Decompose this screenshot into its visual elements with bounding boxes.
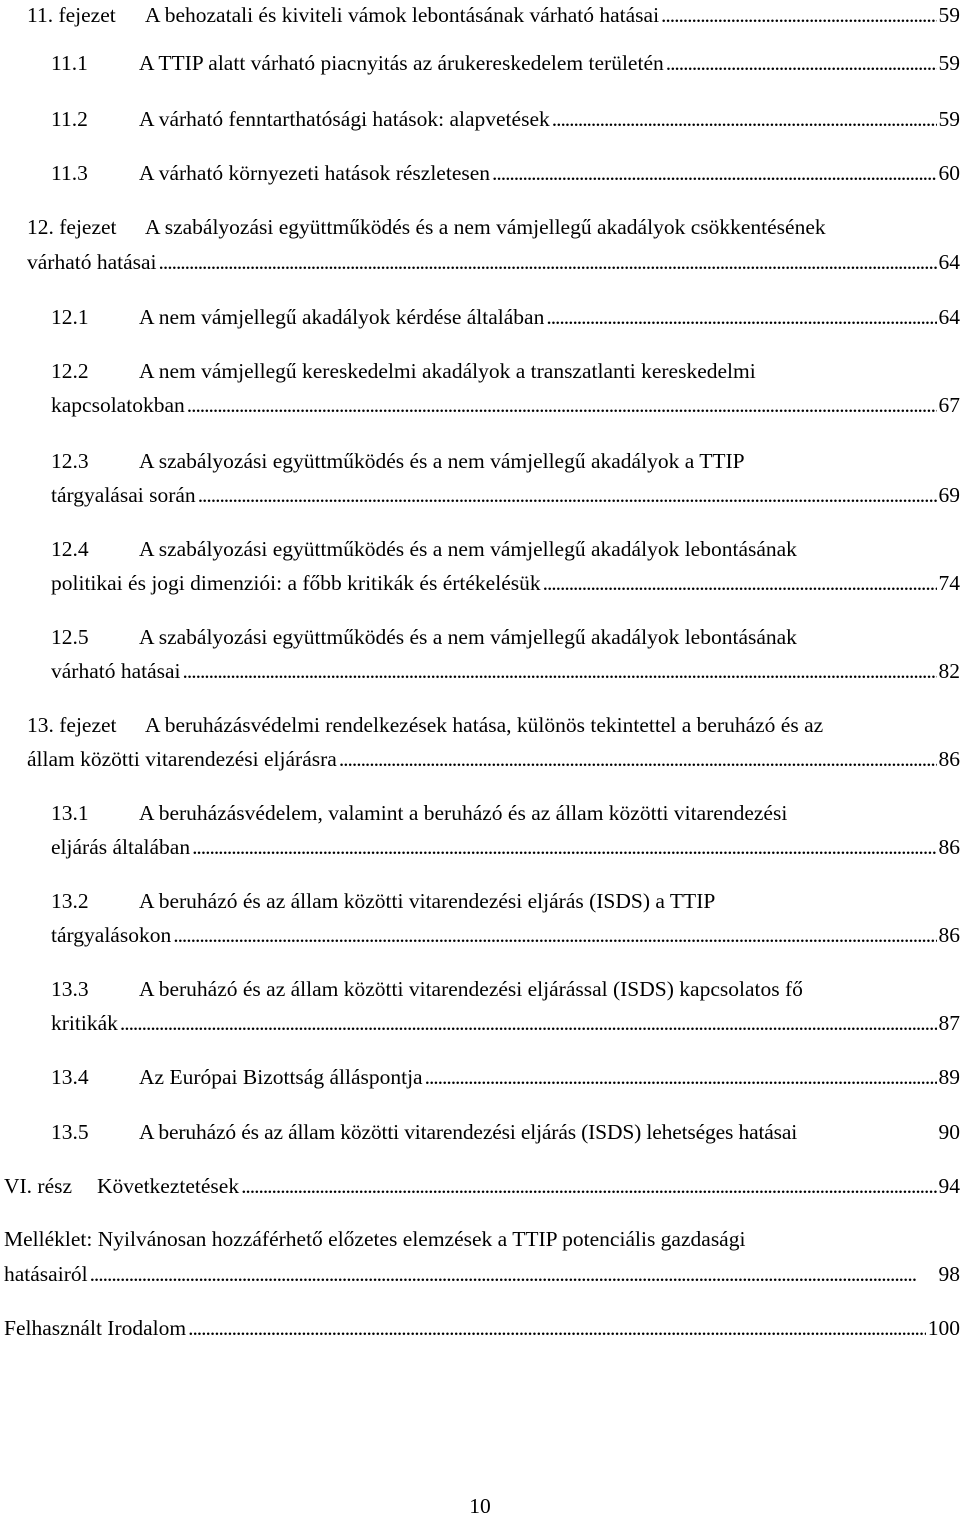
- toc-entry-number: 12.1: [51, 305, 89, 329]
- toc-entry-title: Melléklet: Nyilvánosan hozzáférhető előzetes elemzések a TTIP potenciális gazdasági: [4, 1227, 746, 1251]
- toc-entry-title-continued: tárgyalásokon: [51, 923, 172, 947]
- page-number: 10: [469, 1494, 491, 1518]
- toc-entry-number: 12. fejezet: [27, 215, 117, 239]
- toc-entry-12-3-cont[interactable]: [0, 480, 960, 510]
- toc-entry-chapter-12[interactable]: [0, 212, 960, 242]
- toc-entry-number: 11. fejezet: [27, 3, 116, 27]
- toc-entry-title: Következtetések: [97, 1174, 240, 1198]
- toc-entry-title: A TTIP alatt várható piacnyitás az árukereskedelem területén: [139, 51, 664, 75]
- toc-entry-page: 74: [938, 571, 960, 595]
- toc-entry-page: 86: [938, 835, 960, 859]
- toc-entry-title: Az Európai Bizottság álláspontja: [139, 1065, 423, 1089]
- toc-entry-13-1-cont[interactable]: [0, 832, 960, 862]
- toc-entry-page: 86: [938, 747, 960, 771]
- toc-entry-12-5[interactable]: [0, 622, 960, 652]
- toc-entry-title: A beruházó és az állam közötti vitarendezési eljárás (ISDS) a TTIP: [139, 889, 716, 913]
- toc-entry-page: 59: [938, 51, 960, 75]
- toc-leader-dots: [183, 656, 937, 686]
- toc-entry-12-5-cont[interactable]: [0, 656, 960, 686]
- toc-leader-dots: [159, 247, 937, 277]
- toc-entry-chapter-12-cont[interactable]: [0, 247, 960, 277]
- toc-entry-page: 60: [938, 161, 960, 185]
- toc-entry-title: A várható környezeti hatások részletesen: [139, 161, 491, 185]
- toc-entry-number: 12.4: [51, 537, 89, 561]
- toc-entry-12-2[interactable]: [0, 356, 960, 386]
- toc-entry-title: A szabályozási együttműködés és a nem vámjellegű akadályok a TTIP: [139, 449, 745, 473]
- toc-entry-page: 82: [938, 659, 960, 683]
- toc-entry-13-3[interactable]: [0, 974, 960, 1004]
- toc-leader-dots: [666, 48, 937, 78]
- toc-entry-title: A behozatali és kiviteli vámok lebontásának várható hatásai: [145, 3, 660, 27]
- toc-entry-number: 13.1: [51, 801, 89, 825]
- toc-leader-dots: [492, 158, 936, 188]
- toc-leader-dots: [546, 302, 936, 332]
- toc-entry-title: A nem vámjellegű akadályok kérdése általában: [139, 305, 545, 329]
- toc-entry-number: 11.2: [51, 107, 88, 131]
- toc-entry-title-continued: kapcsolatokban: [51, 393, 185, 417]
- toc-entry-title: A beruházásvédelmi rendelkezések hatása, különös tekintettel a beruházó és az: [145, 713, 824, 737]
- toc-entry-title: A várható fenntarthatósági hatások: alapvetések: [139, 107, 550, 131]
- toc-leader-dots: [339, 744, 937, 774]
- toc-entry-number: 11.1: [51, 51, 88, 75]
- toc-entry-title: A beruházó és az állam közötti vitarendezési eljárással (ISDS) kapcsolatos fő: [139, 977, 803, 1001]
- toc-entry-number: 13.2: [51, 889, 89, 913]
- toc-entry-title: A beruházó és az állam közötti vitarendezési eljárás (ISDS) lehetséges hatásai: [139, 1120, 798, 1144]
- toc-entry-page: 67: [938, 393, 960, 417]
- toc-entry-title: A szabályozási együttműködés és a nem vámjellegű akadályok lebontásának: [139, 537, 797, 561]
- toc-leader-dots: [552, 104, 937, 134]
- toc-entry-12-2-cont[interactable]: [0, 390, 960, 420]
- toc-entry-title: A beruházásvédelem, valamint a beruházó és az állam közötti vitarendezési: [139, 801, 788, 825]
- toc-entry-page: 94: [938, 1174, 960, 1198]
- toc-entry-title-continued: hatásairól: [4, 1262, 88, 1286]
- toc-leader-dots: [173, 920, 936, 950]
- toc-entry-title: A nem vámjellegű kereskedelmi akadályok a transzatlanti kereskedelmi: [139, 359, 756, 383]
- toc-leader-dots: [198, 480, 937, 510]
- toc-entry-title-continued: várható hatásai: [27, 250, 157, 274]
- toc-leader-dots: [241, 1171, 936, 1201]
- toc-entry-chapter-13-cont[interactable]: [0, 744, 960, 774]
- toc-entry-page: 59: [938, 3, 960, 27]
- toc-entry-13-1[interactable]: [0, 798, 960, 828]
- toc-entry-number: VI. rész: [4, 1174, 73, 1198]
- toc-entry-title-continued: várható hatásai: [51, 659, 181, 683]
- toc-leader-dots: [543, 568, 937, 598]
- toc-entry-bibliography[interactable]: [0, 1313, 960, 1343]
- toc-entry-page: 89: [938, 1065, 960, 1089]
- toc-entry-title-continued: állam közötti vitarendezési eljárásra: [27, 747, 337, 771]
- toc-entry-title-continued: politikai és jogi dimenziói: a főbb kritikák és értékelésük: [51, 571, 541, 595]
- toc-leader-dots: [192, 832, 936, 862]
- toc-entry-12-1[interactable]: [0, 302, 960, 332]
- toc-entry-number: 12.5: [51, 625, 89, 649]
- toc-entry-number: 13.5: [51, 1120, 89, 1144]
- toc-entry-page: 64: [938, 250, 960, 274]
- toc-entry-title: Felhasznált Irodalom: [4, 1316, 187, 1340]
- toc-leader-dots: [90, 1259, 937, 1289]
- toc-entry-13-5[interactable]: [0, 1117, 960, 1147]
- toc-entry-page: 100: [927, 1316, 960, 1340]
- toc-entry-title-continued: tárgyalásai során: [51, 483, 196, 507]
- toc-entry-12-4-cont[interactable]: [0, 568, 960, 598]
- toc-entry-page: 98: [938, 1262, 960, 1286]
- toc-entry-number: 12.3: [51, 449, 89, 473]
- toc-entry-11-3[interactable]: [0, 158, 960, 188]
- toc-entry-title: A szabályozási együttműködés és a nem vámjellegű akadályok lebontásának: [139, 625, 797, 649]
- toc-entry-12-4[interactable]: [0, 534, 960, 564]
- toc-entry-title-continued: eljárás általában: [51, 835, 191, 859]
- toc-entry-page: 69: [938, 483, 960, 507]
- toc-entry-number: 12.2: [51, 359, 89, 383]
- toc-entry-number: 13. fejezet: [27, 713, 117, 737]
- toc-leader-dots: [187, 390, 937, 420]
- toc-leader-dots: [425, 1062, 937, 1092]
- toc-entry-13-2[interactable]: [0, 886, 960, 916]
- toc-entry-13-3-cont[interactable]: [0, 1008, 960, 1038]
- toc-entry-page: 86: [938, 923, 960, 947]
- toc-entry-part-6[interactable]: [0, 1171, 960, 1201]
- toc-entry-number: 13.4: [51, 1065, 89, 1089]
- toc-leader-dots: [120, 1008, 937, 1038]
- toc-entry-11-1[interactable]: [0, 48, 960, 78]
- toc-entry-13-2-cont[interactable]: [0, 920, 960, 950]
- toc-entry-appendix-cont[interactable]: [0, 1259, 960, 1289]
- toc-entry-page: 64: [938, 305, 960, 329]
- toc-entry-title: A szabályozási együttműködés és a nem vámjellegű akadályok csökkentésének: [145, 215, 826, 239]
- toc-entry-page: 59: [938, 107, 960, 131]
- toc-entry-title-continued: kritikák: [51, 1011, 118, 1035]
- toc-entry-number: 11.3: [51, 161, 88, 185]
- toc-entry-chapter-13[interactable]: [0, 710, 960, 740]
- toc-entry-number: 13.3: [51, 977, 89, 1001]
- toc-entry-page: 90: [938, 1120, 960, 1144]
- toc-entry-appendix[interactable]: [0, 1224, 960, 1254]
- toc-entry-13-4[interactable]: [0, 1062, 960, 1092]
- toc-entry-12-3[interactable]: [0, 446, 960, 476]
- toc-leader-dots: [661, 0, 936, 30]
- toc-entry-chapter-11[interactable]: [0, 0, 960, 30]
- toc-leader-dots: [188, 1313, 926, 1343]
- toc-entry-page: 87: [938, 1011, 960, 1035]
- toc-entry-11-2[interactable]: [0, 104, 960, 134]
